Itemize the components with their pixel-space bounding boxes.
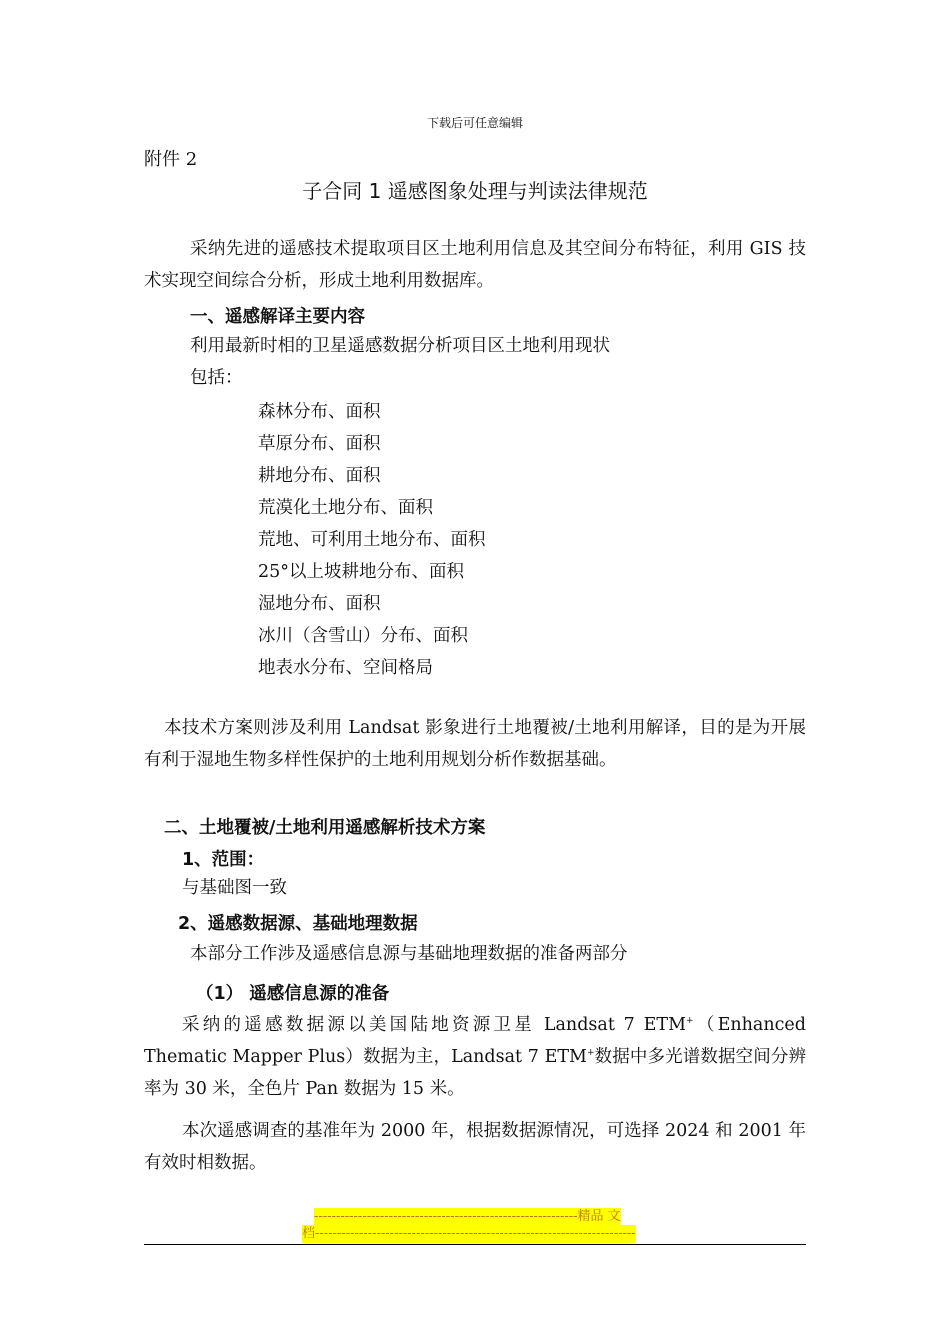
list-item: 森林分布、面积 — [258, 402, 381, 422]
footer-watermark-line2: 档------------------------------------------------------------------------- — [302, 1226, 636, 1241]
section1-line2: 包括： — [190, 368, 243, 388]
section1-heading: 一、遥感解译主要内容 — [190, 307, 365, 327]
list-item: 荒漠化土地分布、面积 — [258, 498, 433, 518]
list-item: 湿地分布、面积 — [258, 594, 381, 614]
annex-label: 附件 2 — [144, 149, 198, 170]
section2-sub2-heading: 2、遥感数据源、基础地理数据 — [178, 914, 418, 934]
footer-divider — [144, 1244, 806, 1245]
section2-heading: 二、土地覆被/土地利用遥感解析技术方案 — [164, 818, 486, 838]
intro-paragraph: 采纳先进的遥感技术提取项目区土地利用信息及其空间分布特征，利用 GIS 技术实现空间综合分析，形成土地利用数据库。 — [144, 239, 806, 291]
section2-sub3-heading: （1） 遥感信息源的准备 — [196, 984, 390, 1004]
para-a-part2: （Enhanced Thematic Mapper Plus）数据为主，Landsat 7 ETM — [144, 1015, 806, 1067]
list-item: 冰川（含雪山）分布、面积 — [258, 626, 468, 646]
list-item: 25°以上坡耕地分布、面积 — [258, 562, 465, 582]
para-a-part1: 采纳的遥感数据源以美国陆地资源卫星 Landsat 7 ETM — [182, 1015, 687, 1035]
list-item: 耕地分布、面积 — [258, 466, 381, 486]
data-source-paragraph — [144, 1009, 806, 1105]
baseline-year-paragraph: 本次遥感调查的基准年为 2000 年，根据数据源情况，可选择 2024 和 2001 年有效时相数据。 — [144, 1121, 806, 1173]
header-note: 下载后可任意编辑 — [426, 116, 523, 130]
list-item: 草原分布、面积 — [258, 434, 381, 454]
section2-sub1-heading: 1、范围： — [182, 850, 265, 870]
footer-watermark-line1: ------------------------------------------------------------精品 文 — [314, 1209, 621, 1224]
list-item: 地表水分布、空间格局 — [258, 658, 433, 678]
page-title: 子合同 1 遥感图象处理与判读法律规范 — [302, 179, 648, 203]
section1-line1: 利用最新时相的卫星遥感数据分析项目区土地利用现状 — [190, 336, 610, 356]
section2-sub2-text: 本部分工作涉及遥感信息源与基础地理数据的准备两部分 — [190, 944, 628, 964]
superscript-plus: + — [586, 1048, 595, 1059]
tech-paragraph: 本技术方案则涉及利用 Landsat 影象进行土地覆被/土地利用解译，目的是为开展有利于湿地生物多样性保护的土地利用规划分析作数据基础。 — [144, 718, 806, 770]
superscript-plus: + — [686, 1016, 694, 1027]
list-item: 荒地、可利用土地分布、面积 — [258, 530, 486, 550]
section2-sub1-text: 与基础图一致 — [182, 878, 287, 898]
para-a-part3: 数据中多光谱数据空间分辨率为 30 米，全色片 Pan 数据为 15 米。 — [144, 1047, 806, 1099]
